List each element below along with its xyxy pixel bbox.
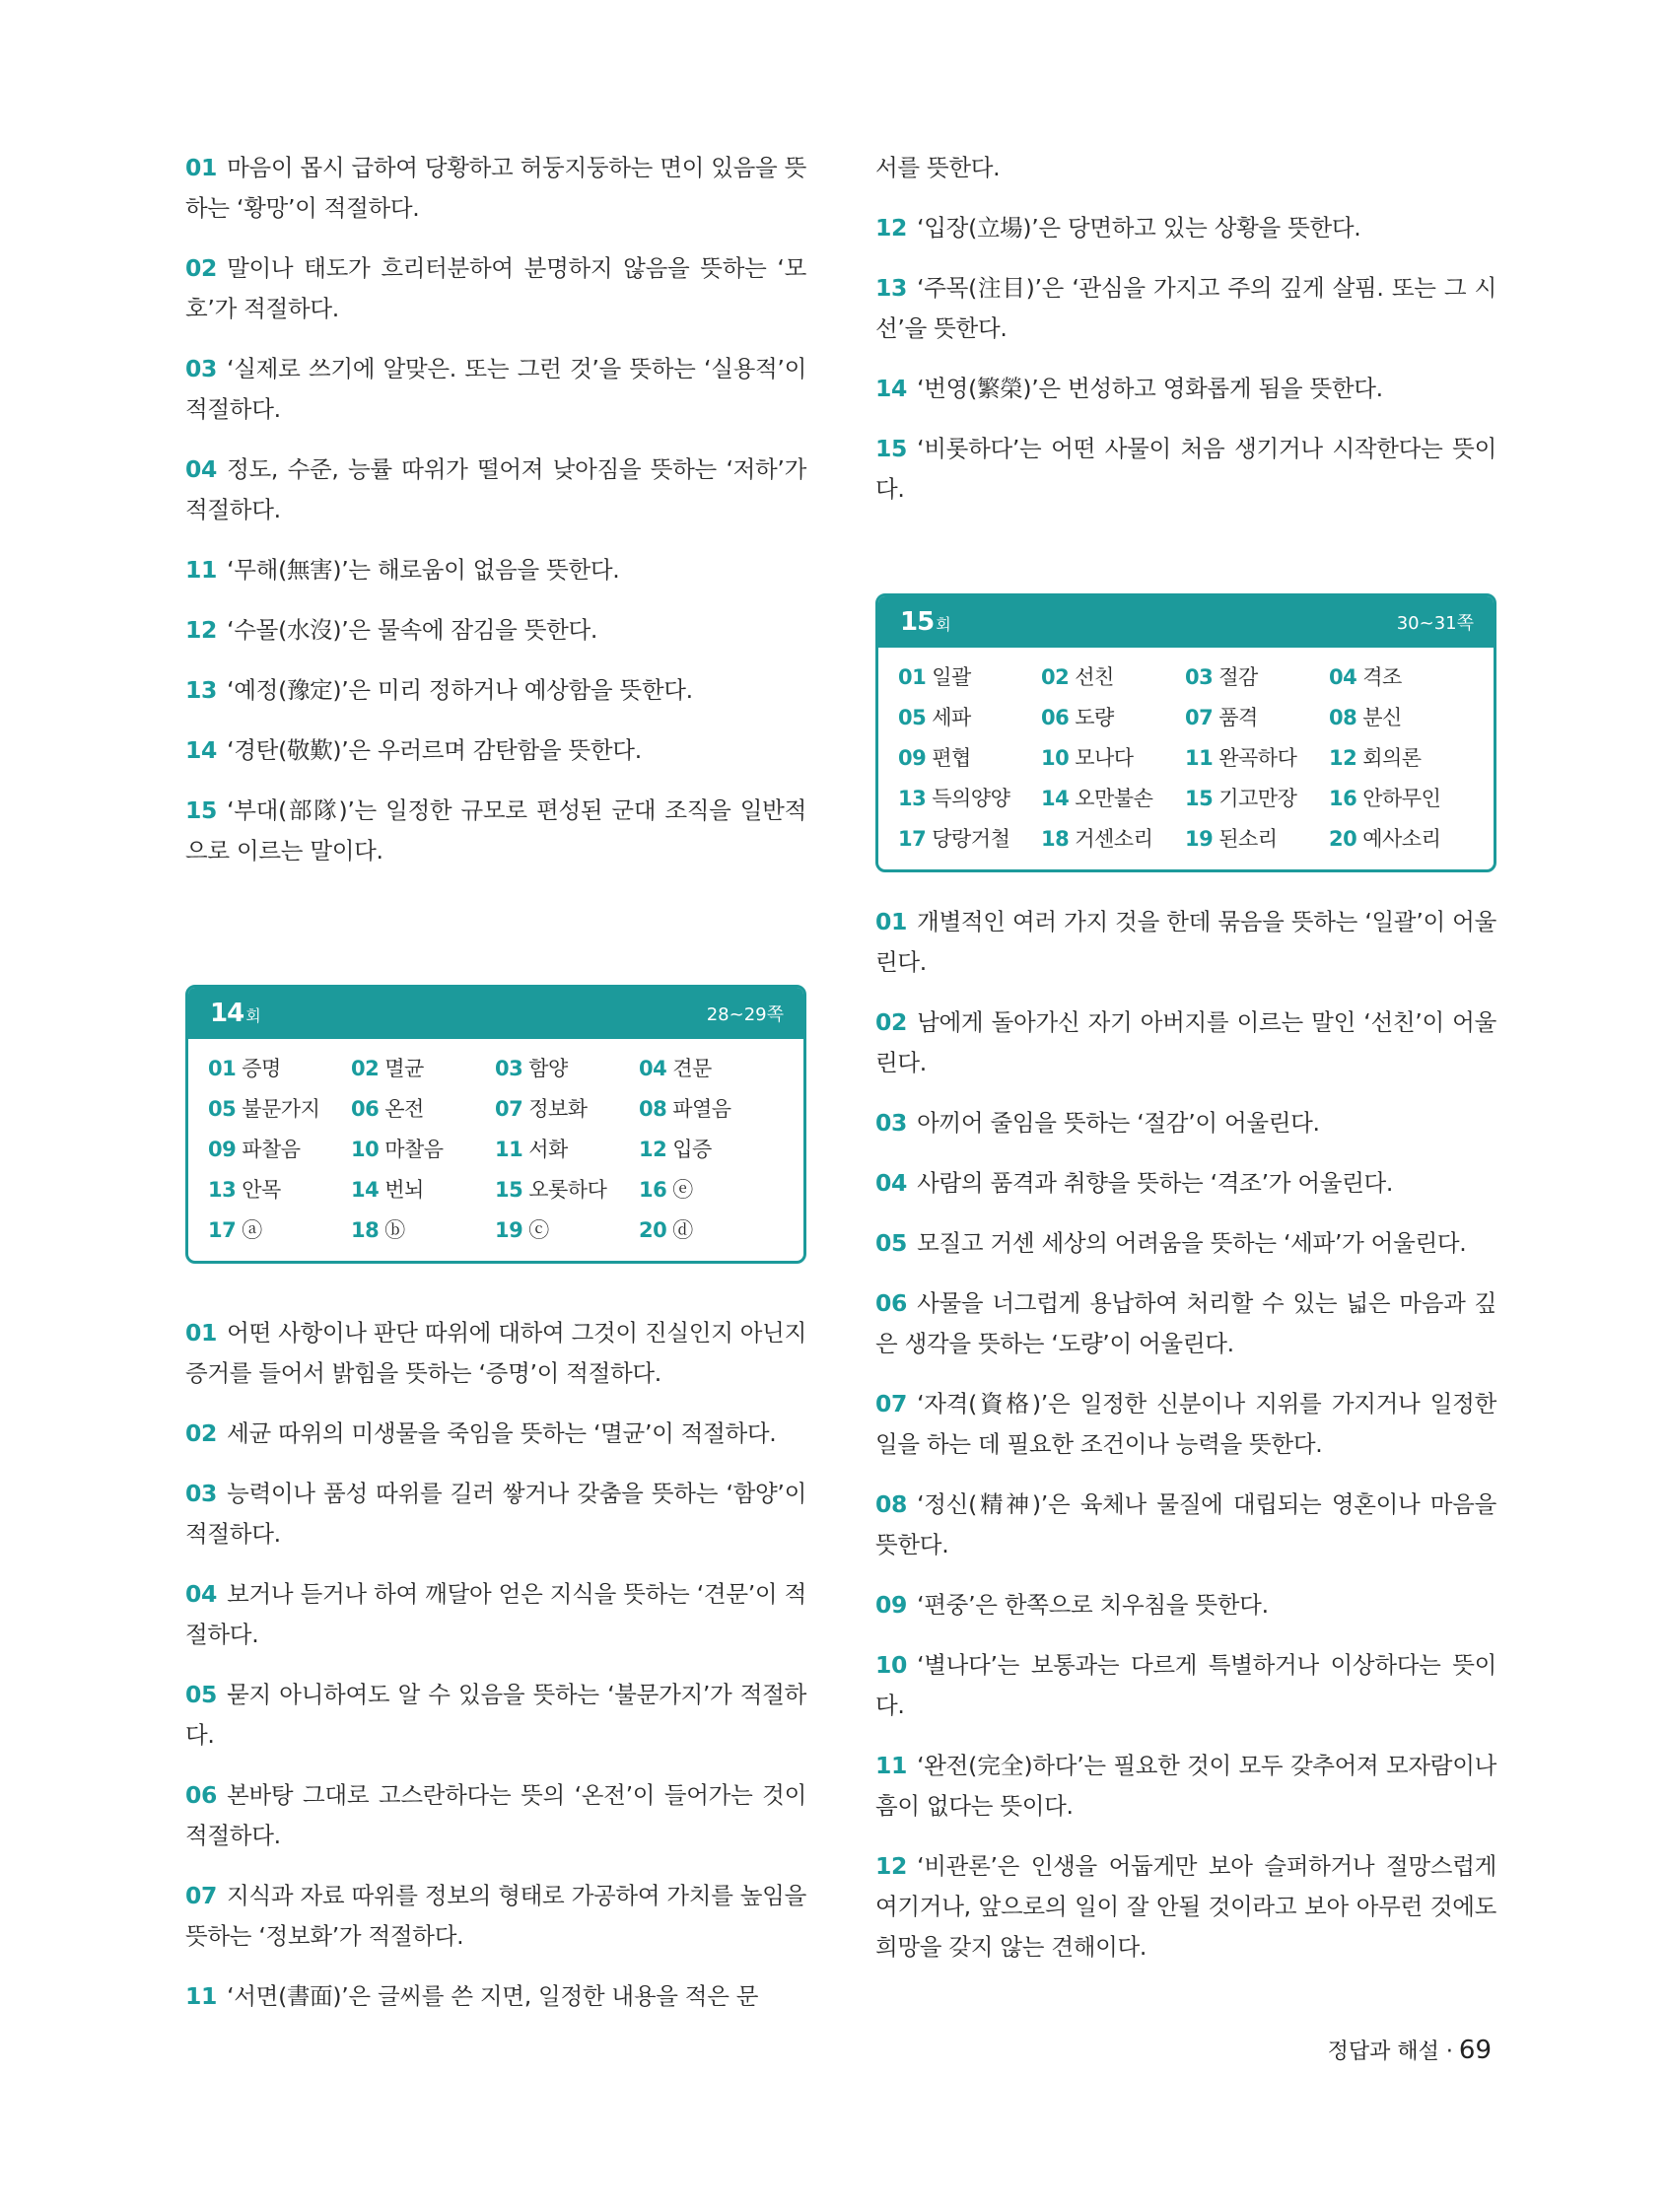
- explanation-item: [185, 1675, 806, 1756]
- answer-cell: [1329, 819, 1467, 860]
- answer-text: 불문가지: [242, 1097, 320, 1121]
- item-number: 09: [875, 1591, 908, 1619]
- item-number: 06: [185, 1781, 218, 1809]
- answer-text: 기고만장: [1218, 787, 1297, 810]
- item-number: 12: [185, 616, 218, 644]
- item-text: 세균 따위의 미생물을 죽임을 뜻하는 ‘멸균’이 적절하다.: [227, 1419, 777, 1447]
- answer-number: 17: [208, 1218, 237, 1242]
- answer-cell: [351, 1170, 495, 1210]
- answer-cell: [1329, 738, 1467, 779]
- explanation-item: [875, 1585, 1496, 1625]
- item-number: 05: [875, 1229, 908, 1257]
- explanation-item: [185, 610, 806, 651]
- page-number: 69: [1458, 2036, 1492, 2065]
- answer-number: 16: [639, 1178, 667, 1202]
- answer-text: ⓒ: [528, 1218, 549, 1242]
- item-text: 보거나 듣거나 하여 깨달아 얻은 지식을 뜻하는 ‘견문’이 적절하다.: [185, 1580, 806, 1648]
- item-text: 아끼어 줄임을 뜻하는 ‘절감’이 어울린다.: [917, 1109, 1320, 1137]
- answer-cell: [351, 1210, 495, 1251]
- answer-number: 19: [495, 1218, 523, 1242]
- item-text: ‘정신(精神)’은 육체나 물질에 대립되는 영혼이나 마음을 뜻한다.: [875, 1490, 1496, 1558]
- answer-cell: [898, 819, 1041, 860]
- item-number: 11: [185, 556, 218, 584]
- answer-cell: [495, 1210, 639, 1251]
- answer-text: 회의론: [1362, 746, 1422, 770]
- item-number: 01: [185, 154, 218, 181]
- answer-text: 절감: [1218, 665, 1258, 689]
- explanation-item: [185, 1313, 806, 1394]
- answer-number: 14: [1041, 787, 1070, 810]
- answer-cell: [1041, 779, 1185, 819]
- item-text: ‘부대(部隊)’는 일정한 규모로 편성된 군대 조직을 일반적으로 이르는 말이다.: [185, 796, 806, 864]
- answer-cell: [495, 1049, 639, 1089]
- answer-text: 품격: [1218, 706, 1258, 729]
- answer-number: 13: [208, 1178, 237, 1202]
- item-number: 12: [875, 1852, 908, 1880]
- answer-text: 도량: [1075, 706, 1114, 729]
- answer-text: 정보화: [528, 1097, 588, 1121]
- answer-text: 분신: [1362, 706, 1402, 729]
- answer-cell: [1329, 779, 1467, 819]
- item-text: ‘번영(繁榮)’은 번성하고 영화롭게 됨을 뜻한다.: [917, 375, 1383, 402]
- item-number: 14: [185, 736, 218, 764]
- explanation-item: [875, 1002, 1496, 1083]
- answer-grid: [188, 1039, 803, 1261]
- page-range: 28~29쪽: [706, 1004, 784, 1025]
- answer-text: 증명: [242, 1057, 281, 1080]
- answer-text: 된소리: [1218, 827, 1278, 851]
- explanation-item: [875, 429, 1496, 510]
- answer-number: 15: [1185, 787, 1214, 810]
- item-number: 01: [185, 1319, 218, 1347]
- answer-text: 견문: [672, 1057, 712, 1080]
- footer-label: 정답과 해설 ·: [1327, 2039, 1453, 2064]
- answer-text: 편협: [932, 746, 971, 770]
- answer-cell: [1329, 698, 1467, 738]
- answer-number: 11: [495, 1138, 523, 1161]
- explanations-bottom-right: [875, 902, 1496, 1968]
- answer-box-14: [185, 985, 806, 1264]
- item-text: 지식과 자료 따위를 정보의 형태로 가공하여 가치를 높임을 뜻하는 ‘정보화’가 적절하다.: [185, 1882, 806, 1950]
- answer-cell: [208, 1049, 351, 1089]
- item-number: 03: [185, 355, 218, 382]
- answer-cell: [1041, 698, 1185, 738]
- answer-cell: [495, 1130, 639, 1170]
- answer-cell: [1185, 819, 1329, 860]
- explanation-item: [185, 1976, 806, 2017]
- item-number: 01: [875, 908, 908, 935]
- item-text: ‘서면(書面)’은 글씨를 쓴 지면, 일정한 내용을 적은 문: [227, 1982, 759, 2010]
- answer-number: 06: [351, 1097, 380, 1121]
- answer-box-header: [188, 988, 803, 1039]
- answer-number: 17: [898, 827, 927, 851]
- item-number: 02: [185, 254, 218, 282]
- answer-cell: [208, 1170, 351, 1210]
- item-text: ‘실제로 쓰기에 알맞은. 또는 그런 것’을 뜻하는 ‘실용적’이 적절하다.: [185, 355, 806, 423]
- answer-number: 09: [208, 1138, 237, 1161]
- item-text: 어떤 사항이나 판단 따위에 대하여 그것이 진실인지 아닌지 증거를 들어서 밝힘을 뜻하는 ‘증명’이 적절하다.: [185, 1319, 806, 1387]
- item-number: 04: [185, 1580, 218, 1608]
- item-number: 06: [875, 1289, 908, 1317]
- answer-number: 06: [1041, 706, 1070, 729]
- answer-cell: [351, 1130, 495, 1170]
- explanations-top-right: [875, 148, 1496, 510]
- answer-cell: [1041, 738, 1185, 779]
- answer-number: 01: [208, 1057, 237, 1080]
- answer-box-15: [875, 593, 1496, 872]
- answer-text: 번뇌: [384, 1178, 424, 1202]
- answer-cell: [208, 1130, 351, 1170]
- explanations-top-left: [185, 148, 806, 871]
- answer-text: 당랑거철: [932, 827, 1010, 851]
- answer-cell: [898, 698, 1041, 738]
- explanation-item: [875, 1746, 1496, 1827]
- explanation-item: [185, 670, 806, 711]
- answer-number: 12: [1329, 746, 1357, 770]
- explanation-item: [185, 349, 806, 430]
- item-number: 02: [185, 1419, 218, 1447]
- item-number: 05: [185, 1681, 218, 1708]
- answer-cell: [495, 1089, 639, 1130]
- explanation-item: [185, 1474, 806, 1555]
- spacer: [185, 891, 806, 985]
- answer-number: 01: [898, 665, 927, 689]
- answer-number: 04: [1329, 665, 1357, 689]
- answer-number: 16: [1329, 787, 1357, 810]
- explanation-item: [875, 1645, 1496, 1726]
- answer-cell: [639, 1210, 777, 1251]
- answer-text: 예사소리: [1362, 827, 1441, 851]
- answer-number: 07: [1185, 706, 1214, 729]
- item-text: ‘자격(資格)’은 일정한 신분이나 지위를 가지거나 일정한 일을 하는 데 필요한 조건이나 능력을 뜻한다.: [875, 1390, 1496, 1458]
- item-text: 정도, 수준, 능률 따위가 떨어져 낮아짐을 뜻하는 ‘저하’가 적절하다.: [185, 455, 806, 523]
- answer-cell: [351, 1089, 495, 1130]
- item-number: 08: [875, 1490, 908, 1518]
- answer-number: 10: [1041, 746, 1070, 770]
- answer-text: 일괄: [932, 665, 971, 689]
- item-number: 12: [875, 214, 908, 242]
- item-text: ‘경탄(敬歎)’은 우러르며 감탄함을 뜻한다.: [227, 736, 642, 764]
- answer-text: 안목: [242, 1178, 281, 1202]
- right-column: [875, 148, 1496, 1987]
- answer-text: 멸균: [384, 1057, 424, 1080]
- item-text: 모질고 거센 세상의 어려움을 뜻하는 ‘세파’가 어울린다.: [917, 1229, 1467, 1257]
- explanation-item: [875, 268, 1496, 349]
- item-text: 마음이 몹시 급하여 당황하고 허둥지둥하는 면이 있음을 뜻하는 ‘황망’이 적절하다.: [185, 154, 806, 222]
- item-number: 03: [185, 1480, 218, 1507]
- explanation-item: [185, 449, 806, 530]
- answer-cell: [1185, 657, 1329, 698]
- explanation-item: [875, 1485, 1496, 1565]
- episode-label: 14 회: [210, 999, 260, 1028]
- explanation-item: [185, 791, 806, 871]
- page-range: 30~31쪽: [1396, 613, 1474, 634]
- answer-text: 세파: [932, 706, 971, 729]
- page-footer: [1328, 2035, 1492, 2065]
- explanation-item: [875, 902, 1496, 983]
- explanation-item: [875, 1223, 1496, 1264]
- item-text: ‘비롯하다’는 어떤 사물이 처음 생기거나 시작한다는 뜻이다.: [875, 435, 1496, 503]
- explanation-item: [185, 248, 806, 329]
- answer-number: 05: [898, 706, 927, 729]
- item-text: 사물을 너그럽게 용납하여 처리할 수 있는 넓은 마음과 깊은 생각을 뜻하는 ‘도량’이 어울린다.: [875, 1289, 1496, 1357]
- explanation-item: [185, 1414, 806, 1454]
- answer-text: 안하무인: [1362, 787, 1441, 810]
- answer-grid: [878, 648, 1494, 869]
- answer-text: ⓓ: [672, 1218, 693, 1242]
- answer-number: 18: [351, 1218, 380, 1242]
- answer-cell: [639, 1089, 777, 1130]
- answer-text: 서화: [528, 1138, 568, 1161]
- item-text: 묻지 아니하여도 알 수 있음을 뜻하는 ‘불문가지’가 적절하다.: [185, 1681, 806, 1749]
- item-text: 능력이나 품성 따위를 길러 쌓거나 갖춤을 뜻하는 ‘함양’이 적절하다.: [185, 1480, 806, 1548]
- item-text: ‘입장(立場)’은 당면하고 있는 상황을 뜻한다.: [917, 214, 1361, 242]
- answer-cell: [208, 1210, 351, 1251]
- answer-number: 11: [1185, 746, 1214, 770]
- explanation-item: [185, 1876, 806, 1957]
- answer-text: 온전: [384, 1097, 424, 1121]
- explanation-item: [185, 1574, 806, 1655]
- item-text: ‘별나다’는 보통과는 다르게 특별하거나 이상하다는 뜻이다.: [875, 1651, 1496, 1719]
- item-number: 02: [875, 1008, 908, 1036]
- answer-text: 선친: [1075, 665, 1114, 689]
- answer-number: 18: [1041, 827, 1070, 851]
- answer-cell: [639, 1130, 777, 1170]
- item-number: 11: [875, 1752, 908, 1779]
- explanations-bottom-left: [185, 1313, 806, 2017]
- answer-number: 08: [639, 1097, 667, 1121]
- answer-number: 03: [495, 1057, 523, 1080]
- item-number: 11: [185, 1982, 218, 2010]
- item-number: 04: [185, 455, 218, 483]
- answer-cell: [1041, 657, 1185, 698]
- item-text: 사람의 품격과 취향을 뜻하는 ‘격조’가 어울린다.: [917, 1169, 1394, 1197]
- answer-cell: [495, 1170, 639, 1210]
- answer-number: 07: [495, 1097, 523, 1121]
- item-number: 14: [875, 375, 908, 402]
- left-column: [185, 148, 806, 2037]
- answer-number: 12: [639, 1138, 667, 1161]
- item-text: ‘완전(完全)하다’는 필요한 것이 모두 갖추어져 모자람이나 흠이 없다는 뜻이다.: [875, 1752, 1496, 1820]
- explanation-item: [875, 208, 1496, 248]
- item-text: ‘비관론’은 인생을 어둡게만 보아 슬퍼하거나 절망스럽게 여기거나, 앞으로의 일이 잘 안될 것이라고 보아 아무런 것에도 희망을 갖지 않는 견해이다.: [875, 1852, 1496, 1961]
- answer-number: 08: [1329, 706, 1357, 729]
- answer-text: 완곡하다: [1218, 746, 1297, 770]
- answer-box-header: [878, 596, 1494, 648]
- item-text: 본바탕 그대로 고스란하다는 뜻의 ‘온전’이 들어가는 것이 적절하다.: [185, 1781, 806, 1849]
- answer-cell: [898, 657, 1041, 698]
- answer-number: 20: [1329, 827, 1357, 851]
- answer-cell: [639, 1049, 777, 1089]
- explanation-item: [185, 148, 806, 229]
- answer-number: 19: [1185, 827, 1214, 851]
- item-number: 10: [875, 1651, 908, 1679]
- answer-text: 입증: [672, 1138, 712, 1161]
- answer-text: 오롯하다: [528, 1178, 607, 1202]
- answer-number: 13: [898, 787, 927, 810]
- answer-number: 04: [639, 1057, 667, 1080]
- item-text: ‘예정(豫定)’은 미리 정하거나 예상함을 뜻한다.: [227, 676, 693, 704]
- explanation-item: [875, 1283, 1496, 1364]
- explanation-item: [875, 1846, 1496, 1968]
- item-text: 개별적인 여러 가지 것을 한데 묶음을 뜻하는 ‘일괄’이 어울린다.: [875, 908, 1496, 976]
- item-text: ‘무해(無害)’는 해로움이 없음을 뜻한다.: [227, 556, 620, 584]
- item-number: 15: [185, 796, 218, 824]
- answer-text: 마찰음: [384, 1138, 444, 1161]
- answer-cell: [351, 1049, 495, 1089]
- answer-cell: [639, 1170, 777, 1210]
- answer-text: 함양: [528, 1057, 568, 1080]
- answer-cell: [1185, 698, 1329, 738]
- answer-number: 02: [351, 1057, 380, 1080]
- answer-cell: [1329, 657, 1467, 698]
- answer-text: 거센소리: [1075, 827, 1153, 851]
- item-text: 남에게 돌아가신 자기 아버지를 이르는 말인 ‘선친’이 어울린다.: [875, 1008, 1496, 1076]
- answer-number: 02: [1041, 665, 1070, 689]
- answer-text: 격조: [1362, 665, 1402, 689]
- answer-text: ⓑ: [384, 1218, 405, 1242]
- answer-number: 10: [351, 1138, 380, 1161]
- answer-text: 모나다: [1075, 746, 1134, 770]
- item-number: 13: [185, 676, 218, 704]
- answer-number: 05: [208, 1097, 237, 1121]
- answer-cell: [1185, 779, 1329, 819]
- explanation-item: [875, 1384, 1496, 1465]
- answer-cell: [898, 738, 1041, 779]
- explanation-item: [185, 550, 806, 590]
- answer-text: 파찰음: [242, 1138, 301, 1161]
- explanation-item: [875, 1163, 1496, 1204]
- answer-cell: [1041, 819, 1185, 860]
- answer-text: ⓐ: [242, 1218, 262, 1242]
- answer-number: 20: [639, 1218, 667, 1242]
- item-text: 말이나 태도가 흐리터분하여 분명하지 않음을 뜻하는 ‘모호’가 적절하다.: [185, 254, 806, 322]
- item-number: 13: [875, 274, 908, 302]
- explanation-item: [185, 730, 806, 771]
- spacer: [875, 529, 1496, 593]
- explanation-item: [185, 1775, 806, 1856]
- item-number: 07: [875, 1390, 908, 1417]
- episode-label: 15 회: [900, 607, 950, 637]
- answer-cell: [898, 779, 1041, 819]
- answer-text: ⓔ: [672, 1178, 693, 1202]
- answer-cell: [1185, 738, 1329, 779]
- answer-cell: [208, 1089, 351, 1130]
- item-number: 15: [875, 435, 908, 462]
- item-number: 04: [875, 1169, 908, 1197]
- item-text: 서를 뜻한다.: [875, 154, 1001, 181]
- answer-text: 득의양양: [932, 787, 1010, 810]
- explanation-item: [875, 148, 1496, 188]
- item-number: 03: [875, 1109, 908, 1137]
- item-text: ‘수몰(水沒)’은 물속에 잠김을 뜻한다.: [227, 616, 598, 644]
- answer-number: 09: [898, 746, 927, 770]
- answer-text: 오만불손: [1075, 787, 1153, 810]
- answer-text: 파열음: [672, 1097, 731, 1121]
- explanation-item: [875, 1103, 1496, 1143]
- explanation-item: [875, 369, 1496, 409]
- answer-number: 14: [351, 1178, 380, 1202]
- item-text: ‘주목(注目)’은 ‘관심을 가지고 주의 깊게 살핌. 또는 그 시선’을 뜻한다.: [875, 274, 1496, 342]
- answer-number: 03: [1185, 665, 1214, 689]
- item-text: ‘편중’은 한쪽으로 치우침을 뜻한다.: [917, 1591, 1269, 1619]
- item-number: 07: [185, 1882, 218, 1909]
- answer-number: 15: [495, 1178, 523, 1202]
